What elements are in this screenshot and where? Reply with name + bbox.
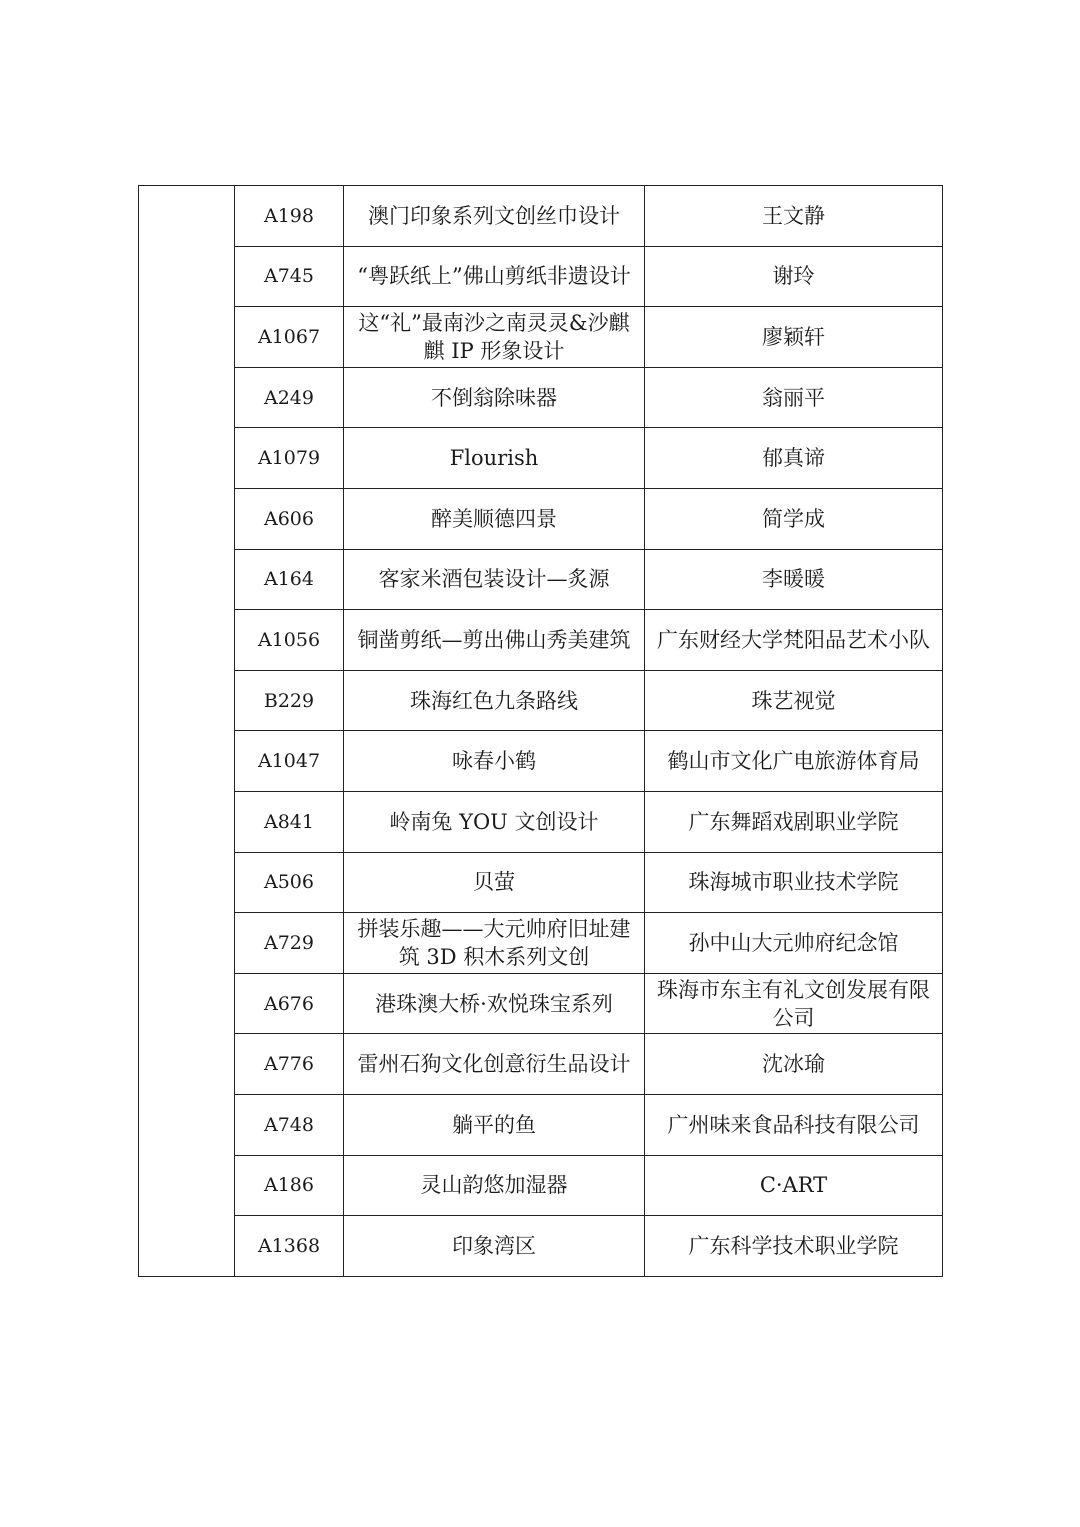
author-name: 王文静	[645, 186, 943, 247]
table-row	[139, 1094, 943, 1155]
entry-code: A776	[235, 1034, 344, 1095]
author-name: 珠海市东主有礼文创发展有限公司	[645, 973, 943, 1034]
entry-code: A841	[235, 791, 344, 852]
author-name: 简学成	[645, 488, 943, 549]
author-name: 孙中山大元帅府纪念馆	[645, 913, 943, 974]
table-row	[139, 1216, 943, 1277]
author-name: 广东舞蹈戏剧职业学院	[645, 791, 943, 852]
table-row	[139, 488, 943, 549]
author-name: 广东科学技术职业学院	[645, 1216, 943, 1277]
work-title: 贝萤	[344, 852, 645, 913]
work-title: 醉美顺德四景	[344, 488, 645, 549]
entry-code: A745	[235, 246, 344, 307]
table-body	[139, 186, 943, 1277]
table-row	[139, 307, 943, 368]
table-row	[139, 610, 943, 671]
entry-code: A164	[235, 549, 344, 610]
work-title: 澳门印象系列文创丝巾设计	[344, 186, 645, 247]
work-title: 客家米酒包装设计—炙源	[344, 549, 645, 610]
work-title: 珠海红色九条路线	[344, 670, 645, 731]
table-row	[139, 913, 943, 974]
author-name: 广东财经大学梵阳品艺术小队	[645, 610, 943, 671]
entry-code: A1056	[235, 610, 344, 671]
entry-code: A1067	[235, 307, 344, 368]
entry-code: A606	[235, 488, 344, 549]
table-row	[139, 1155, 943, 1216]
author-name: 珠海城市职业技术学院	[645, 852, 943, 913]
work-title: Flourish	[344, 428, 645, 489]
work-title: 雷州石狗文化创意衍生品设计	[344, 1034, 645, 1095]
entry-code: A186	[235, 1155, 344, 1216]
author-name: 郁真谛	[645, 428, 943, 489]
entry-code: A249	[235, 367, 344, 428]
author-name: 廖颖轩	[645, 307, 943, 368]
table-row	[139, 549, 943, 610]
entry-code: A748	[235, 1094, 344, 1155]
author-name: 珠艺视觉	[645, 670, 943, 731]
table-row	[139, 670, 943, 731]
table-row	[139, 428, 943, 489]
entry-code: A506	[235, 852, 344, 913]
work-title: 躺平的鱼	[344, 1094, 645, 1155]
table-row	[139, 367, 943, 428]
work-title: 咏春小鹤	[344, 731, 645, 792]
author-name: 李暖暖	[645, 549, 943, 610]
author-name: C·ART	[645, 1155, 943, 1216]
table-row	[139, 791, 943, 852]
entry-code: A676	[235, 973, 344, 1034]
table-row	[139, 852, 943, 913]
author-name: 谢玲	[645, 246, 943, 307]
work-title: 岭南兔 YOU 文创设计	[344, 791, 645, 852]
work-title: “粤跃纸上”佛山剪纸非遗设计	[344, 246, 645, 307]
work-title: 印象湾区	[344, 1216, 645, 1277]
work-title: 铜凿剪纸—剪出佛山秀美建筑	[344, 610, 645, 671]
table-row	[139, 973, 943, 1034]
entry-code: A1079	[235, 428, 344, 489]
entry-code: A1047	[235, 731, 344, 792]
author-name: 沈冰瑜	[645, 1034, 943, 1095]
work-title: 拼装乐趣——大元帅府旧址建筑 3D 积木系列文创	[344, 913, 645, 974]
author-name: 鹤山市文化广电旅游体育局	[645, 731, 943, 792]
table-row	[139, 731, 943, 792]
award-table	[138, 185, 943, 1277]
entry-code: A198	[235, 186, 344, 247]
table-row	[139, 1034, 943, 1095]
entry-code: A1368	[235, 1216, 344, 1277]
entry-code: A729	[235, 913, 344, 974]
table-row	[139, 186, 943, 247]
work-title: 不倒翁除味器	[344, 367, 645, 428]
entry-code: B229	[235, 670, 344, 731]
author-name: 广州味来食品科技有限公司	[645, 1094, 943, 1155]
work-title: 这“礼”最南沙之南灵灵&沙麒麒 IP 形象设计	[344, 307, 645, 368]
table-row	[139, 246, 943, 307]
work-title: 灵山韵悠加湿器	[344, 1155, 645, 1216]
author-name: 翁丽平	[645, 367, 943, 428]
work-title: 港珠澳大桥·欢悦珠宝系列	[344, 973, 645, 1034]
category-cell	[139, 186, 235, 1277]
